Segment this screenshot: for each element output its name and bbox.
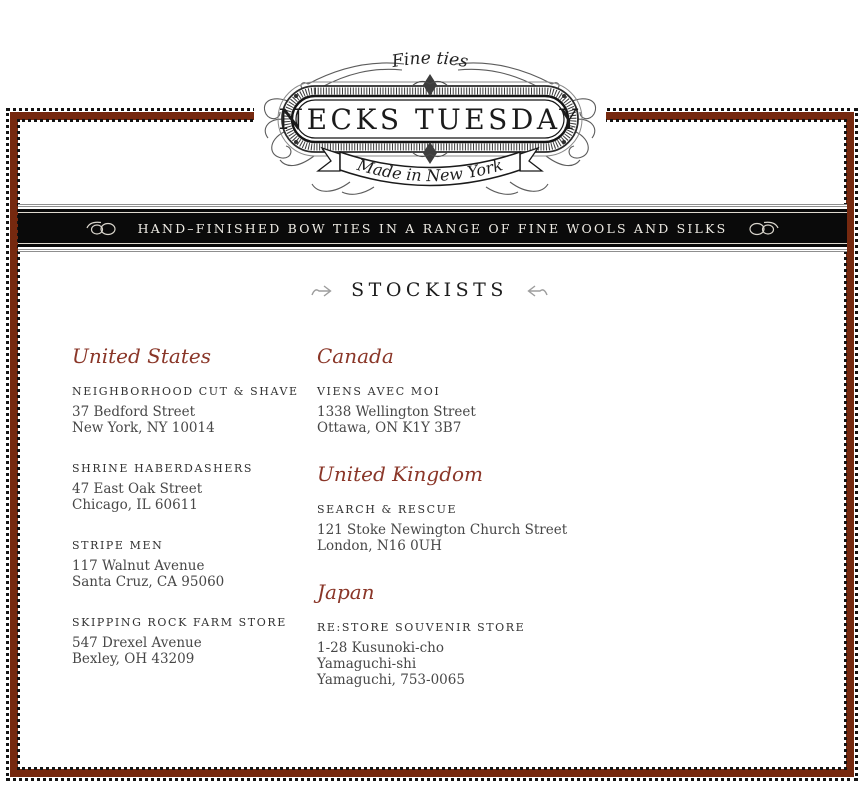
country-heading: United Kingdom xyxy=(317,462,483,486)
country-heading: Canada xyxy=(317,344,394,368)
scroll-ornament-right-icon xyxy=(747,220,781,236)
store-address-line: Chicago, IL 60611 xyxy=(72,497,198,513)
store-entry xyxy=(317,621,829,688)
country-section-canada xyxy=(317,344,829,436)
stockists-column-right xyxy=(317,344,829,714)
tagline-text: HAND–FINISHED BOW TIES IN A RANGE OF FINE WOOLS AND SILKS xyxy=(137,220,728,236)
store-entry xyxy=(72,462,317,513)
stockists-heading xyxy=(0,279,859,301)
country-section-united-kingdom xyxy=(317,462,829,554)
store-name: SKIPPING ROCK FARM STORE xyxy=(72,616,287,629)
country-section-united-states xyxy=(72,344,317,667)
store-address-line: London, N16 0UH xyxy=(317,538,442,554)
logo[interactable] xyxy=(254,40,606,198)
page-title: STOCKISTS xyxy=(351,279,508,301)
store-name: VIENS AVEC MOI xyxy=(317,385,441,398)
store-address-line: 47 East Oak Street xyxy=(72,481,203,497)
arrow-left-icon xyxy=(524,282,548,298)
store-address-line: 547 Drexel Avenue xyxy=(72,635,202,651)
store-address-line: Ottawa, ON K1Y 3B7 xyxy=(317,420,462,436)
store-entry xyxy=(317,385,829,436)
stockists-column-left xyxy=(72,344,317,714)
store-entry xyxy=(72,616,317,667)
country-section-japan xyxy=(317,580,829,688)
scroll-ornament-left-icon xyxy=(84,220,118,236)
tagline-banner-band xyxy=(18,209,847,247)
stockists-list xyxy=(72,344,829,714)
store-address-line: Yamaguchi-shi xyxy=(317,656,417,672)
country-heading: United States xyxy=(72,344,211,368)
store-name: STRIPE MEN xyxy=(72,539,164,552)
store-address-line: 1-28 Kusunoki-cho xyxy=(317,640,444,656)
country-heading: Japan xyxy=(317,580,375,604)
store-address-line: 1338 Wellington Street xyxy=(317,404,476,420)
store-entry xyxy=(72,539,317,590)
arrow-right-icon xyxy=(311,282,335,298)
logo-ribbon-text: Made in New York xyxy=(354,155,505,186)
store-address-line: Santa Cruz, CA 95060 xyxy=(72,574,225,590)
store-address-line: New York, NY 10014 xyxy=(72,420,215,436)
logo-badge-art xyxy=(254,40,606,198)
tagline-banner xyxy=(18,204,847,252)
store-address-line: 117 Walnut Avenue xyxy=(72,558,205,574)
store-name: SHRINE HABERDASHERS xyxy=(72,462,253,475)
logo-arc-top-text: Fine ties xyxy=(389,48,470,73)
store-address-line: Bexley, OH 43209 xyxy=(72,651,195,667)
store-address-line: Yamaguchi, 753-0065 xyxy=(317,672,465,688)
store-address-line: 121 Stoke Newington Church Street xyxy=(317,522,568,538)
store-address-line: 37 Bedford Street xyxy=(72,404,196,420)
store-name: SEARCH & RESCUE xyxy=(317,503,458,516)
store-entry xyxy=(317,503,829,554)
store-name: RE:STORE SOUVENIR STORE xyxy=(317,621,526,634)
logo-title: NECKS TUESDAY xyxy=(278,103,581,136)
store-name: NEIGHBORHOOD CUT & SHAVE xyxy=(72,385,299,398)
store-entry xyxy=(72,385,317,436)
